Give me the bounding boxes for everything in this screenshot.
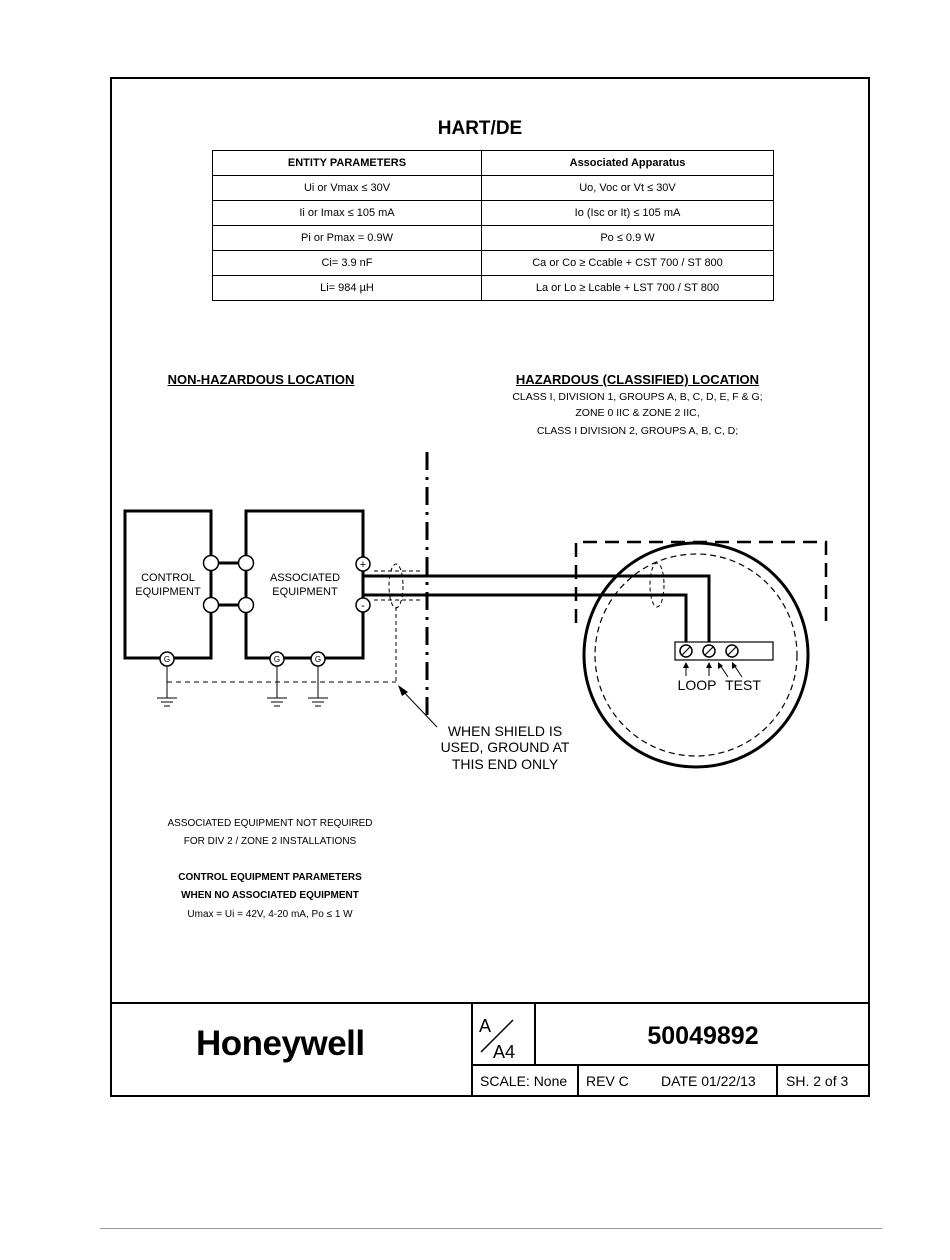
note-control-title-1: CONTROL EQUIPMENT PARAMETERS bbox=[178, 872, 362, 883]
shield-note-line-1: WHEN SHIELD IS bbox=[447, 723, 563, 739]
table-cell: La or Lo ≥ Lcable + LST 700 / ST 800 bbox=[482, 276, 774, 301]
ground-label: G bbox=[314, 655, 322, 664]
table-header-apparatus: Associated Apparatus bbox=[482, 151, 774, 176]
associated-equipment-label-1: ASSOCIATED bbox=[269, 572, 341, 584]
table-cell: Uo, Voc or Vt ≤ 30V bbox=[482, 176, 774, 201]
date-field: DATE 01/22/13 bbox=[661, 1073, 756, 1089]
terminal-circle bbox=[204, 556, 219, 571]
screw-terminal-icon bbox=[703, 645, 715, 657]
minus-sign: - bbox=[361, 600, 365, 612]
hazardous-line-3: CLASS I DIVISION 2, GROUPS A, B, C, D; bbox=[536, 425, 739, 437]
table-cell: Li= 984 µH bbox=[213, 276, 482, 301]
scale-field: SCALE: None bbox=[480, 1073, 568, 1089]
table-cell: Ui or Vmax ≤ 30V bbox=[213, 176, 482, 201]
loop-label: LOOP bbox=[677, 677, 717, 693]
control-equipment-box bbox=[125, 511, 211, 658]
note-control-value: Umax = Ui = 42V, 4-20 mA, Po ≤ 1 W bbox=[187, 909, 353, 920]
test-label: TEST bbox=[725, 677, 761, 693]
earth-ground-icon bbox=[157, 698, 177, 706]
hazardous-title: HAZARDOUS (CLASSIFIED) LOCATION bbox=[515, 372, 760, 387]
sheet-size-box bbox=[473, 1004, 534, 1064]
size-top: A bbox=[479, 1016, 492, 1036]
ground-label: G bbox=[273, 655, 281, 664]
table-cell: Ii or Imax ≤ 105 mA bbox=[213, 201, 482, 226]
size-bottom: A4 bbox=[493, 1042, 516, 1062]
hazardous-line-2: ZONE 0 IIC & ZONE 2 IIC, bbox=[575, 407, 700, 419]
control-equipment-label-1: CONTROL bbox=[141, 572, 195, 584]
earth-ground-icon bbox=[308, 698, 328, 706]
page-title: HART/DE bbox=[437, 118, 523, 139]
table-cell: Ci= 3.9 nF bbox=[213, 251, 482, 276]
table-cell: Io (Isc or It) ≤ 105 mA bbox=[482, 201, 774, 226]
table-cell: Pi or Pmax = 0.9W bbox=[213, 226, 482, 251]
terminal-circle bbox=[239, 598, 254, 613]
hazardous-line-1: CLASS I, DIVISION 1, GROUPS A, B, C, D, E, F & G; bbox=[512, 391, 763, 403]
note-control-title-2: WHEN NO ASSOCIATED EQUIPMENT bbox=[181, 890, 359, 901]
earth-ground-icon bbox=[267, 698, 287, 706]
terminal-circle bbox=[204, 598, 219, 613]
footer-rule bbox=[100, 1228, 882, 1229]
screw-terminal-icon bbox=[726, 645, 738, 657]
drawing-number: 50049892 bbox=[647, 1022, 759, 1050]
shield-note-line-2: USED, GROUND AT bbox=[440, 739, 570, 755]
note-assoc-line-2: FOR DIV 2 / ZONE 2 INSTALLATIONS bbox=[183, 836, 357, 847]
terminal-circle bbox=[239, 556, 254, 571]
control-equipment-label-2: EQUIPMENT bbox=[135, 586, 201, 598]
table-cell: Ca or Co ≥ Ccable + CST 700 / ST 800 bbox=[482, 251, 774, 276]
title-block-vline bbox=[776, 1064, 778, 1097]
note-assoc-line-1: ASSOCIATED EQUIPMENT NOT REQUIRED bbox=[167, 818, 373, 829]
shield-note-line-3: THIS END ONLY bbox=[451, 756, 559, 772]
ground-label: G bbox=[163, 655, 171, 664]
non-hazardous-title: NON-HAZARDOUS LOCATION bbox=[167, 372, 355, 387]
table-header-entity: ENTITY PARAMETERS bbox=[213, 151, 482, 176]
shield-note-arrow bbox=[400, 688, 437, 727]
plus-sign: + bbox=[359, 559, 367, 571]
title-block-vline bbox=[577, 1064, 579, 1097]
company-logo: Honeywell bbox=[196, 1024, 365, 1063]
title-block-hline bbox=[471, 1064, 870, 1066]
rev-field: REV C bbox=[586, 1073, 629, 1089]
table-cell: Po ≤ 0.9 W bbox=[482, 226, 774, 251]
associated-equipment-label-2: EQUIPMENT bbox=[272, 586, 338, 598]
sheet-field: SH. 2 of 3 bbox=[786, 1073, 849, 1089]
associated-equipment-box bbox=[246, 511, 363, 658]
screw-terminal-icon bbox=[680, 645, 692, 657]
